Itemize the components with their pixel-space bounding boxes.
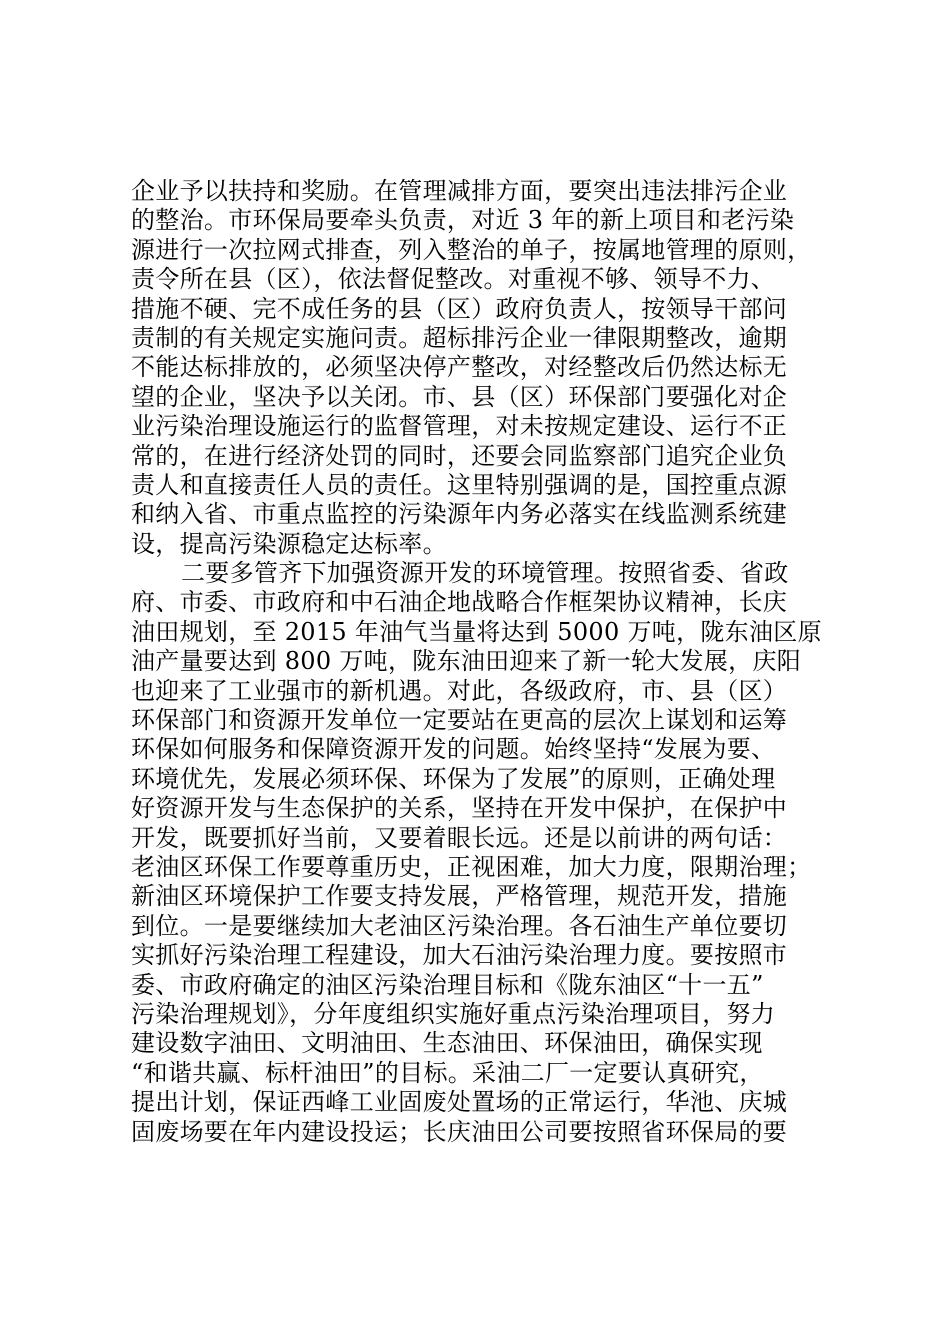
text-line: 责人和直接责任人员的责任。这里特别强调的是，国控重点源 — [131, 470, 788, 499]
text-line: 责制的有关规定实施问责。超标排污企业一律限期整改，逾期 — [131, 323, 788, 352]
text-line: “和谐共赢、标杆油田”的目标。采油二厂一定要认真研究， — [131, 1058, 764, 1087]
text-line: 油产量要达到 800 万吨，陇东油田迎来了新一轮大发展，庆阳 — [131, 647, 802, 676]
text-line: 望的企业，坚决予以关闭。市、县（区）环保部门要强化对企 — [131, 382, 788, 411]
text-line: 到位。一是要继续加大老油区污染治理。各石油生产单位要切 — [131, 911, 788, 940]
text-line: 环境优先，发展必须环保、环保为了发展”的原则，正确处理 — [131, 764, 776, 793]
text-line: 企业予以扶持和奖励。在管理减排方面，要突出违法排污企业 — [131, 177, 788, 205]
text-line: 实抓好污染治理工程建设，加大石油污染治理力度。要按照市 — [131, 941, 788, 970]
text-line: 污染治理规划》，分年度组织实施好重点污染治理项目，努力 — [131, 999, 776, 1028]
text-line: 和纳入省、市重点监控的污染源年内务必落实在线监测系统建 — [131, 500, 788, 529]
paragraph-resource-development — [131, 559, 831, 1147]
text-line: 也迎来了工业强市的新机遇。对此，各级政府，市、县（区） — [131, 676, 788, 705]
text-line: 老油区环保工作要尊重历史，正视困难，加大力度，限期治理； — [131, 852, 812, 881]
text-line: 环保如何服务和保障资源开发的问题。始终坚持“发展为要、 — [131, 735, 776, 764]
paragraph-enterprise-rectification — [131, 177, 831, 559]
text-line: 设，提高污染源稳定达标率。 — [131, 529, 447, 558]
text-line: 业污染治理设施运行的监督管理，对未按规定建设、运行不正 — [131, 412, 788, 441]
text-line: 的整治。市环保局要牵头负责，对近 3 年的新上项目和老污染 — [131, 206, 795, 235]
text-line: 委、市政府确定的油区污染治理目标和《陇东油区“十一五” — [131, 970, 764, 999]
text-line: 建设数字油田、文明油田、生态油田、环保油田，确保实现 — [131, 1029, 763, 1058]
text-line: 新油区环境保护工作要支持发展，严格管理，规范开发，措施 — [131, 882, 788, 911]
text-line: 责令所在县（区），依法督促整改。对重视不够、领导不力、 — [131, 265, 776, 294]
text-line: 环保部门和资源开发单位一定要站在更高的层次上谋划和运筹 — [131, 706, 788, 735]
text-line: 固废场要在年内建设投运；长庆油田公司要按照省环保局的要 — [131, 1117, 788, 1146]
text-line: 源进行一次拉网式排查，列入整治的单子，按属地管理的原则， — [131, 235, 812, 264]
text-line: 府、市委、市政府和中石油企地战略合作框架协议精神，长庆 — [131, 588, 788, 617]
text-line: 提出计划，保证西峰工业固废处置场的正常运行，华池、庆城 — [131, 1088, 788, 1117]
text-line: 开发，既要抓好当前，又要着眼长远。还是以前讲的两句话： — [131, 823, 788, 852]
text-line: 好资源开发与生态保护的关系，坚持在开发中保护，在保护中 — [131, 794, 788, 823]
text-line: 不能达标排放的，必须坚决停产整改，对经整改后仍然达标无 — [131, 353, 788, 382]
text-line-indented: 二要多管齐下加强资源开发的环境管理。按照省委、省政 — [181, 559, 789, 588]
text-line: 油田规划，至 2015 年油气当量将达到 5000 万吨，陇东油区原 — [131, 617, 822, 646]
text-line: 措施不硬、完不成任务的县（区）政府负责人，按领导干部问 — [131, 294, 788, 323]
document-body — [131, 177, 831, 1147]
text-line: 常的，在进行经济处罚的同时，还要会同监察部门追究企业负 — [131, 441, 788, 470]
